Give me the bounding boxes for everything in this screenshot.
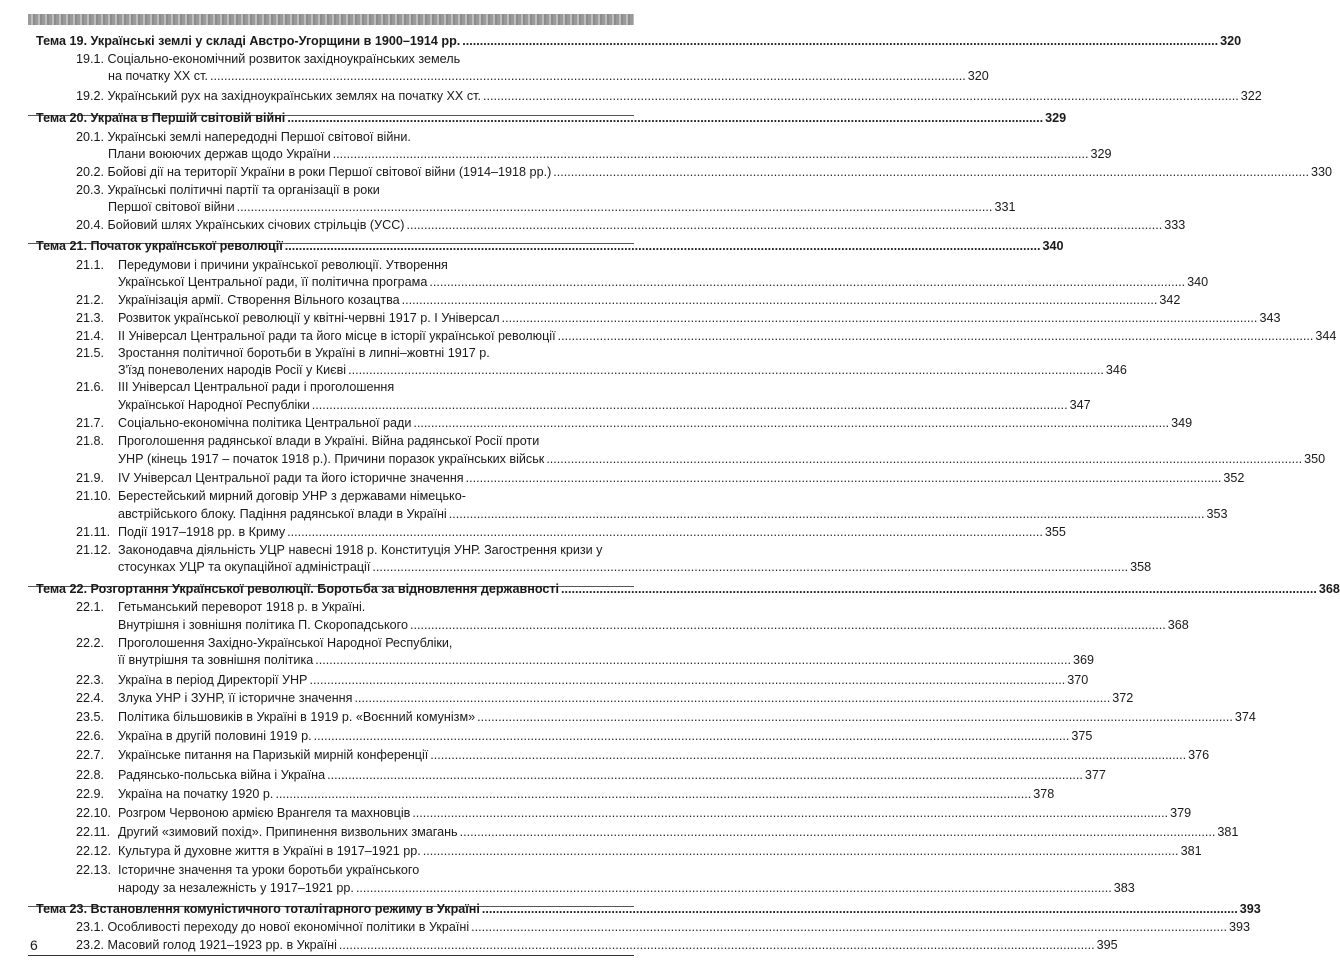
toc-entry-number: 21.2. (76, 293, 105, 307)
toc-subentry (76, 217, 1186, 233)
toc-subentry (118, 880, 1135, 896)
toc-subentry (118, 559, 1152, 575)
toc-subentry (76, 292, 1181, 308)
toc-page-number: 322 (1240, 89, 1262, 103)
toc-subentry (76, 182, 634, 198)
toc-entry-text: Історичне значення та уроки боротьби українського (118, 863, 420, 877)
toc-entry-text: Другий «зимовий похід». Припинення визвольних змагань (118, 825, 458, 839)
toc-subentry (76, 433, 634, 449)
toc-subentry (76, 379, 634, 395)
dot-leader (449, 506, 1205, 522)
toc-entry-text: її внутрішня та зовнішня політика (118, 653, 314, 667)
dot-leader (410, 617, 1166, 633)
toc-entry-text: Розгром Червоною армією Врангеля та махновців (118, 806, 411, 820)
toc-entry-text: Українізація армії. Створення Вільного козацтва (118, 293, 400, 307)
toc-page-number: 368 (1167, 618, 1189, 632)
toc-entry-number: 22.6. (76, 729, 105, 743)
dot-leader (210, 68, 966, 84)
dot-leader (483, 88, 1239, 104)
toc-entry-number: 21.1. (76, 258, 105, 272)
toc-entry-text: Передумови і причини української революції. Утворення (118, 258, 448, 272)
dot-leader (237, 199, 993, 215)
toc-entry-number: 23.5. (76, 710, 105, 724)
toc-entry-text: Політика більшовиків в Україні в 1919 р. «Воєнний комунізм» (118, 710, 476, 724)
dot-leader (430, 747, 1186, 763)
toc-entry-number: 22.4. (76, 691, 105, 705)
toc-page-number: 381 (1180, 844, 1202, 858)
toc-entry-text: ІІІ Універсал Центральної ради і проголошення (118, 380, 395, 394)
toc-page-number: 355 (1044, 525, 1066, 539)
toc-entry-text: IV Універсал Центральної ради та його історичне значення (118, 471, 464, 485)
toc-topic-entry (36, 581, 1340, 597)
toc-entry-text: Проголошення Західно-Української Народної Республіки, (118, 636, 453, 650)
toc-entry-text: 19.1. Соціально-економічний розвиток західноукраїнських земель (76, 52, 461, 66)
toc-page-number: 353 (1206, 507, 1228, 521)
toc-entry-number: 21.12. (76, 543, 112, 557)
dot-leader (312, 397, 1068, 413)
toc-entry-number: 21.7. (76, 416, 105, 430)
dot-leader (356, 880, 1112, 896)
toc-entry-text: австрійського блоку. Падіння радянської влади в Україні (118, 507, 447, 521)
toc-subentry (118, 397, 1091, 413)
toc-entry-text: Розвиток української революції у квітні-червні 1917 р. І Універсал (118, 311, 500, 325)
toc-page-number: 320 (1220, 34, 1242, 48)
dot-leader (413, 415, 1169, 431)
toc-entry-number: 21.10. (76, 489, 112, 503)
toc-entry-text: Соціально-економічна політика Центральної ради (118, 416, 412, 430)
dot-leader (339, 937, 1095, 953)
toc-page-number: 330 (1311, 165, 1333, 179)
toc-subentry (76, 328, 1337, 344)
toc-subentry (76, 805, 1192, 821)
dot-leader (287, 524, 1043, 540)
toc-entry-text: 19.2. Український рух на західноукраїнських землях на початку XX ст. (76, 89, 482, 103)
toc-subentry (118, 362, 1127, 378)
toc-topic-entry (36, 901, 1261, 917)
toc-page-number: 369 (1073, 653, 1095, 667)
toc-entry-text: Україна на початку 1920 р. (118, 787, 274, 801)
toc-subentry (108, 68, 989, 84)
toc-page-number: 393 (1228, 920, 1250, 934)
dot-leader (561, 581, 1317, 597)
toc-page-number: 333 (1164, 218, 1186, 232)
toc-subentry (76, 129, 634, 145)
dot-leader (553, 164, 1309, 180)
dot-leader (429, 274, 1185, 290)
toc-page-number: 368 (1318, 582, 1340, 596)
toc-topic-entry (36, 33, 1242, 49)
toc-subentry (76, 709, 1256, 725)
toc-subentry (76, 415, 1193, 431)
toc-page-number: 320 (967, 69, 989, 83)
toc-entry-text: Радянсько-польська війна і Україна (118, 768, 326, 782)
toc-page-number: 375 (1071, 729, 1093, 743)
dot-leader (287, 110, 1043, 126)
dot-leader (423, 843, 1179, 859)
toc-entry-text: стосунках УЦР та окупаційної адміністрації (118, 560, 371, 574)
toc-entry-text: Україна в другій половині 1919 р. (118, 729, 312, 743)
toc-page-number: 346 (1105, 363, 1127, 377)
toc-entry-number: 21.3. (76, 311, 105, 325)
toc-page-number: 378 (1033, 787, 1055, 801)
toc-subentry (76, 345, 634, 361)
toc-entry-number: 22.13. (76, 863, 112, 877)
toc-subentry (108, 199, 1016, 215)
toc-subentry (76, 310, 1281, 326)
toc-entry-text: 23.2. Масовий голод 1921–1923 рр. в Україні (76, 938, 337, 952)
toc-page-number: 343 (1259, 311, 1281, 325)
dot-leader (558, 328, 1314, 344)
dot-leader (314, 728, 1070, 744)
toc-entry-text: Тема 21. Початок української революції (36, 239, 283, 253)
toc-entry-number: 22.7. (76, 748, 105, 762)
toc-subentry (76, 824, 1239, 840)
toc-entry-number: 22.1. (76, 600, 105, 614)
toc-entry-number: 22.9. (76, 787, 105, 801)
toc-subentry (76, 599, 634, 615)
toc-entry-number: 21.4. (76, 329, 105, 343)
dot-leader (354, 690, 1110, 706)
toc-entry-number: 21.5. (76, 346, 105, 360)
header-decorative-bar (28, 14, 634, 25)
dot-leader (309, 672, 1065, 688)
toc-entry-text: 20.2. Бойові дії на території України в роки Першої світової війни (1914–1918 рр.) (76, 165, 552, 179)
toc-subentry (76, 635, 634, 651)
dot-leader (462, 33, 1218, 49)
toc-entry-text: 23.1. Особливості переходу до нової економічної політики в Україні (76, 920, 470, 934)
toc-subentry (118, 617, 1189, 633)
toc-topic-entry (36, 238, 1064, 254)
toc-entry-text: Української Народної Республіки (118, 398, 310, 412)
toc-subentry (76, 747, 1210, 763)
toc-subentry (76, 524, 1066, 540)
toc-entry-text: Першої світової війни (108, 200, 235, 214)
toc-entry-text: Тема 22. Розгортання Української революції. Боротьба за відновлення державності (36, 582, 560, 596)
toc-page-number: 340 (1187, 275, 1209, 289)
toc-entry-number: 22.8. (76, 768, 105, 782)
toc-subentry (76, 843, 1202, 859)
toc-entry-text: Україна в період Директорії УНР (118, 673, 308, 687)
toc-subentry (76, 51, 634, 67)
toc-entry-text: Українське питання на Паризькій мирній конференції (118, 748, 429, 762)
toc-entry-text: Культура й духовне життя в Україні в 1917–1921 рр. (118, 844, 421, 858)
dot-leader (333, 146, 1089, 162)
toc-entry-number: 22.10. (76, 806, 112, 820)
dot-leader (372, 559, 1128, 575)
dot-leader (402, 292, 1158, 308)
toc-subentry (118, 451, 1326, 467)
dot-leader (460, 824, 1216, 840)
toc-page-number: 383 (1113, 881, 1135, 895)
toc-subentry (76, 488, 634, 504)
toc-subentry (76, 767, 1106, 783)
toc-entry-number: 22.12. (76, 844, 112, 858)
toc-subentry (76, 862, 634, 878)
toc-subentry (76, 542, 634, 558)
toc-page-number: 377 (1084, 768, 1106, 782)
toc-subentry (76, 937, 1118, 953)
toc-entry-text: Внутрішня і зовнішня політика П. Скоропадського (118, 618, 408, 632)
toc-page-number: 381 (1217, 825, 1239, 839)
dot-leader (285, 238, 1041, 254)
toc-entry-text: Тема 19. Українські землі у складі Австро-Угорщини в 1900–1914 рр. (36, 34, 461, 48)
toc-page-number: 350 (1304, 452, 1326, 466)
dot-leader (315, 652, 1071, 668)
dot-leader (466, 470, 1222, 486)
dot-leader (482, 901, 1238, 917)
toc-entry-number: 22.3. (76, 673, 105, 687)
toc-page-number: 349 (1171, 416, 1193, 430)
toc-subentry (76, 919, 1250, 935)
toc-subentry (118, 506, 1228, 522)
toc-entry-text: Зростання політичної боротьби в Україні в липні–жовтні 1917 р. (118, 346, 490, 360)
toc-entry-text: Події 1917–1918 рр. в Криму (118, 525, 286, 539)
toc-page-number: 370 (1067, 673, 1089, 687)
toc-entry-text: 20.1. Українські землі напередодні Першої світової війни. (76, 130, 411, 144)
toc-entry-text: Гетьманський переворот 1918 р. в Україні. (118, 600, 366, 614)
toc-entry-number: 21.11. (76, 525, 111, 539)
dot-leader (327, 767, 1083, 783)
toc-subentry (76, 88, 1262, 104)
toc-page-number: 344 (1315, 329, 1337, 343)
toc-page-number: 347 (1069, 398, 1091, 412)
toc-page-number: 358 (1130, 560, 1152, 574)
toc-entry-text: на початку XX ст. (108, 69, 208, 83)
toc-entry-text: 20.3. Українські політичні партії та організації в роки (76, 183, 380, 197)
dot-leader (471, 919, 1227, 935)
toc-entry-text: народу за незалежність у 1917–1921 рр. (118, 881, 354, 895)
toc-subentry (118, 652, 1095, 668)
page-number: 6 (30, 937, 38, 953)
toc-entry-number: 21.6. (76, 380, 105, 394)
dot-leader (477, 709, 1233, 725)
dot-leader (546, 451, 1302, 467)
toc-entry-number: 22.11. (76, 825, 111, 839)
toc-subentry (76, 672, 1089, 688)
dot-leader (406, 217, 1162, 233)
dot-leader (275, 786, 1031, 802)
toc-page-number: 374 (1234, 710, 1256, 724)
toc-subentry (76, 257, 634, 273)
toc-page-number: 379 (1170, 806, 1192, 820)
toc-subentry (118, 274, 1209, 290)
toc-entry-text: Проголошення радянської влади в Україні. Війна радянської Росії проти (118, 434, 540, 448)
toc-page-number: 329 (1090, 147, 1112, 161)
toc-entry-text: Плани воюючих держав щодо України (108, 147, 331, 161)
toc-page-number: 329 (1045, 111, 1067, 125)
dot-leader (348, 362, 1104, 378)
dot-leader (412, 805, 1168, 821)
toc-entry-text: Української Центральної ради, її політична програма (118, 275, 428, 289)
toc-entry-text: Берестейський мирний договір УНР з державами німецько- (118, 489, 466, 503)
toc-entry-text: ІІ Універсал Центральної ради та його місце в історії української революції (118, 329, 556, 343)
toc-entry-text: З'їзд поневолених народів Росії у Києві (118, 363, 347, 377)
toc-page-number: 331 (994, 200, 1016, 214)
toc-entry-number: 21.9. (76, 471, 105, 485)
toc-subentry (76, 690, 1134, 706)
toc-page-number: 352 (1223, 471, 1245, 485)
toc-page-number: 393 (1239, 902, 1261, 916)
toc-entry-number: 21.8. (76, 434, 105, 448)
toc-subentry (76, 786, 1055, 802)
toc-page-number: 342 (1159, 293, 1181, 307)
toc-page-number: 395 (1096, 938, 1118, 952)
toc-subentry (108, 146, 1112, 162)
dot-leader (502, 310, 1258, 326)
toc-entry-text: Тема 20. Україна в Першій світовій війні (36, 111, 286, 125)
toc-entry-text: Тема 23. Встановлення комуністичного тоталітарного режиму в Україні (36, 902, 480, 916)
footer-rule (28, 955, 634, 956)
toc-subentry (76, 470, 1245, 486)
toc-subentry (76, 164, 1333, 180)
toc-entry-text: Злука УНР і ЗУНР, її історичне значення (118, 691, 353, 705)
toc-topic-entry (36, 110, 1067, 126)
toc-page-number: 372 (1112, 691, 1134, 705)
toc-page-number: 376 (1188, 748, 1210, 762)
toc-entry-text: УНР (кінець 1917 – початок 1918 р.). Причини поразок українських військ (118, 452, 545, 466)
toc-entry-text: Законодавча діяльність УЦР навесні 1918 р. Конституція УНР. Загострення кризи у (118, 543, 603, 557)
toc-entry-text: 20.4. Бойовий шлях Українських січових стрільців (УСС) (76, 218, 405, 232)
toc-subentry (76, 728, 1093, 744)
toc-page-number: 340 (1042, 239, 1064, 253)
toc-entry-number: 22.2. (76, 636, 105, 650)
